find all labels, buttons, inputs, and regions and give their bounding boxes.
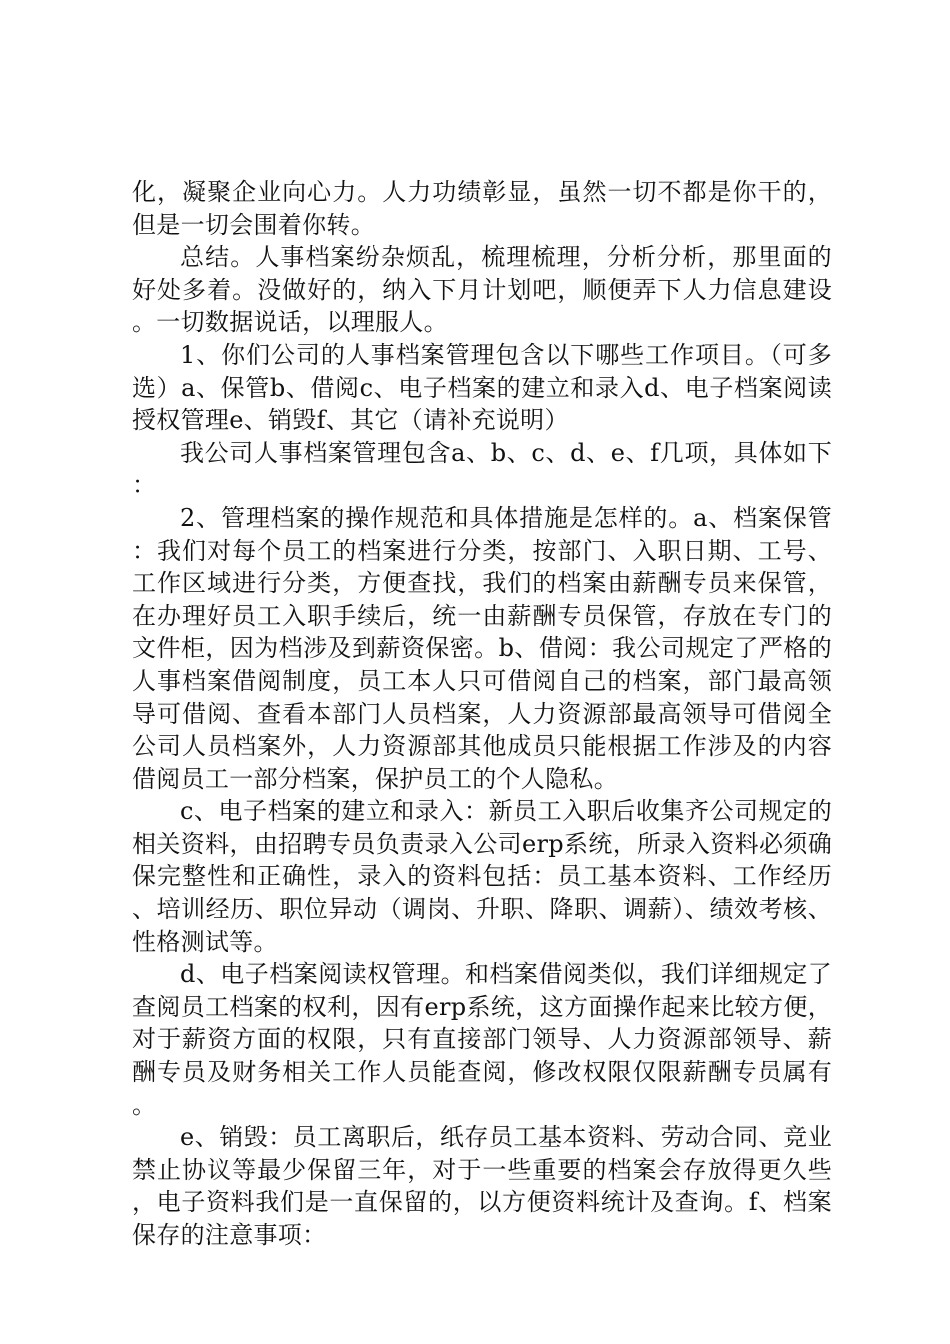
paragraph-8: e、销毁：员工离职后，纸存员工基本资料、劳动合同、竞业禁止协议等最少保留三年，对于一些重要的档案会存放得更久些，电子资料我们是一直保留的，以方便资料统计及查询。f、档案保存的注意事项： <box>132 1123 832 1249</box>
document-body <box>132 176 832 1252</box>
paragraph-3: 1、你们公司的人事档案管理包含以下哪些工作项目。（可多选）a、保管b、借阅c、电子档案的建立和录入d、电子档案阅读授权管理e、销毁f、其它（请补充说明） <box>132 340 832 435</box>
paragraph-2: 总结。人事档案纷杂烦乱，梳理梳理，分析分析，那里面的好处多着。没做好的，纳入下月计划吧，顺便弄下人力信息建设。一切数据说话，以理服人。 <box>132 243 832 337</box>
paragraph-5: 2、管理档案的操作规范和具体措施是怎样的。a、档案保管：我们对每个员工的档案进行分类，按部门、入职日期、工号、工作区域进行分类，方便查找，我们的档案由薪酬专员来保管，在办理好员工入职手续后，统一由薪酬专员保管，存放在专门的文件柜，因为档涉及到薪资保密。b、借阅：我公司规定了严格的人事档案借阅制度，员工本人只可借阅自己的档案，部门最高领导可借阅、查看本部门人员档案，人力资源部最高领导可借阅全公司人员档案外，人力资源部其他成员只能根据工作涉及的内容借阅员工一部分档案，保护员工的个人隐私。 <box>132 503 832 793</box>
paragraph-6: c、电子档案的建立和录入：新员工入职后收集齐公司规定的相关资料，由招聘专员负责录入公司erp系统，所录入资料必须确保完整性和正确性，录入的资料包括：员工基本资料、工作经历、培训经历、职位异动（调岗、升职、降职、调薪）、绩效考核、性格测试等。 <box>132 797 832 956</box>
paragraph-7: d、电子档案阅读权管理。和档案借阅类似，我们详细规定了查阅员工档案的权利，因有erp系统，这方面操作起来比较方便，对于薪资方面的权限，只有直接部门领导、人力资源部领导、薪酬专员及财务相关工作人员能查阅，修改权限仅限薪酬专员属有。 <box>132 960 832 1119</box>
paragraph-4: 我公司人事档案管理包含a、b、c、d、e、f几项，具体如下： <box>132 438 832 500</box>
paragraph-1: 化，凝聚企业向心力。人力功绩彰显，虽然一切不都是你干的，但是一切会围着你转。 <box>132 178 832 239</box>
